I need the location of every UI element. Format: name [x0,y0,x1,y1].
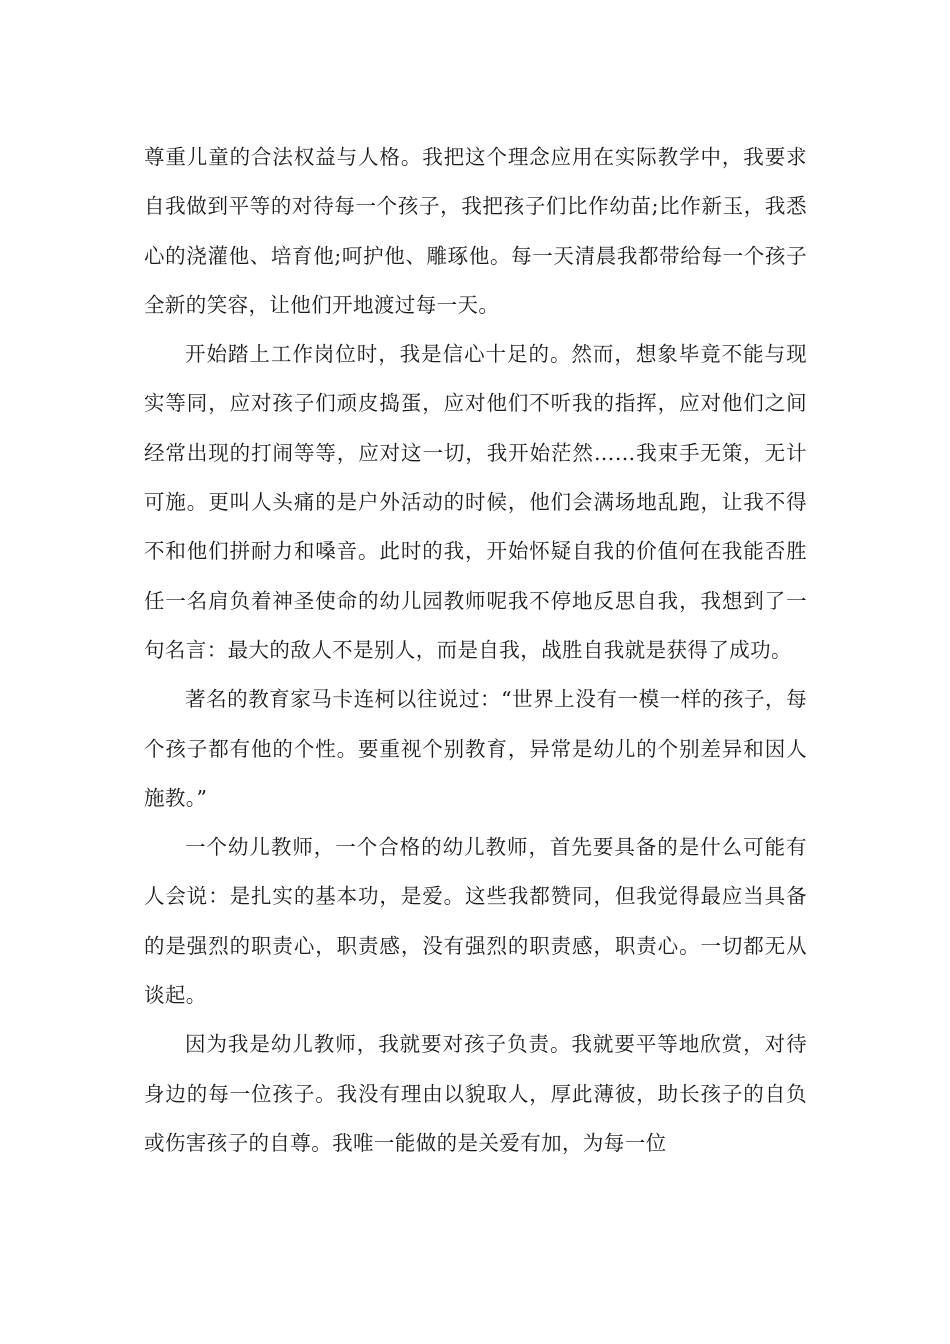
paragraph: 开始踏上工作岗位时，我是信心十足的。然而，想象毕竟不能与现实等同，应对孩子们顽皮捣蛋，应对他们不听我的指挥，应对他们之间经常出现的打闹等等，应对这一切，我开始茫然……我束手无策，无计可施。更叫人头痛的是户外活动的时候，他们会满场地乱跑，让我不得不和他们拼耐力和嗓音。此时的我，开始怀疑自我的价值何在我能否胜任一名肩负着神圣使命的幼儿园教师呢我不停地反思自我，我想到了一句名言：最大的敌人不是别人，而是自我，战胜自我就是获得了成功。 [144,342,807,662]
paragraph-continued: 尊重儿童的合法权益与人格。我把这个理念应用在实际教学中，我要求自我做到平等的对待每一个孩子，我把孩子们比作幼苗;比作新玉，我悉心的浇灌他、培育他;呵护他、雕琢他。每一天清晨我都带给每一个孩子全新的笑容，让他们开地渡过每一天。 [144,145,807,317]
paragraph: 因为我是幼儿教师，我就要对孩子负责。我就要平等地欣赏，对待身边的每一位孩子。我没有理由以貌取人，厚此薄彼，助长孩子的自负或伤害孩子的自尊。我唯一能做的是关爱有加，为每一位 [144,1032,807,1155]
paragraph: 著名的教育家马卡连柯以往说过：“世界上没有一模一样的孩子，每个孩子都有他的个性。要重视个别教育，异常是幼儿的个别差异和因人施教。” [144,687,807,810]
paragraph: 一个幼儿教师，一个合格的幼儿教师，首先要具备的是什么可能有人会说：是扎实的基本功，是爱。这些我都赞同，但我觉得最应当具备的是强烈的职责心，职责感，没有强烈的职责感，职责心。一切都无从谈起。 [144,835,807,1008]
document-body [144,133,807,1168]
